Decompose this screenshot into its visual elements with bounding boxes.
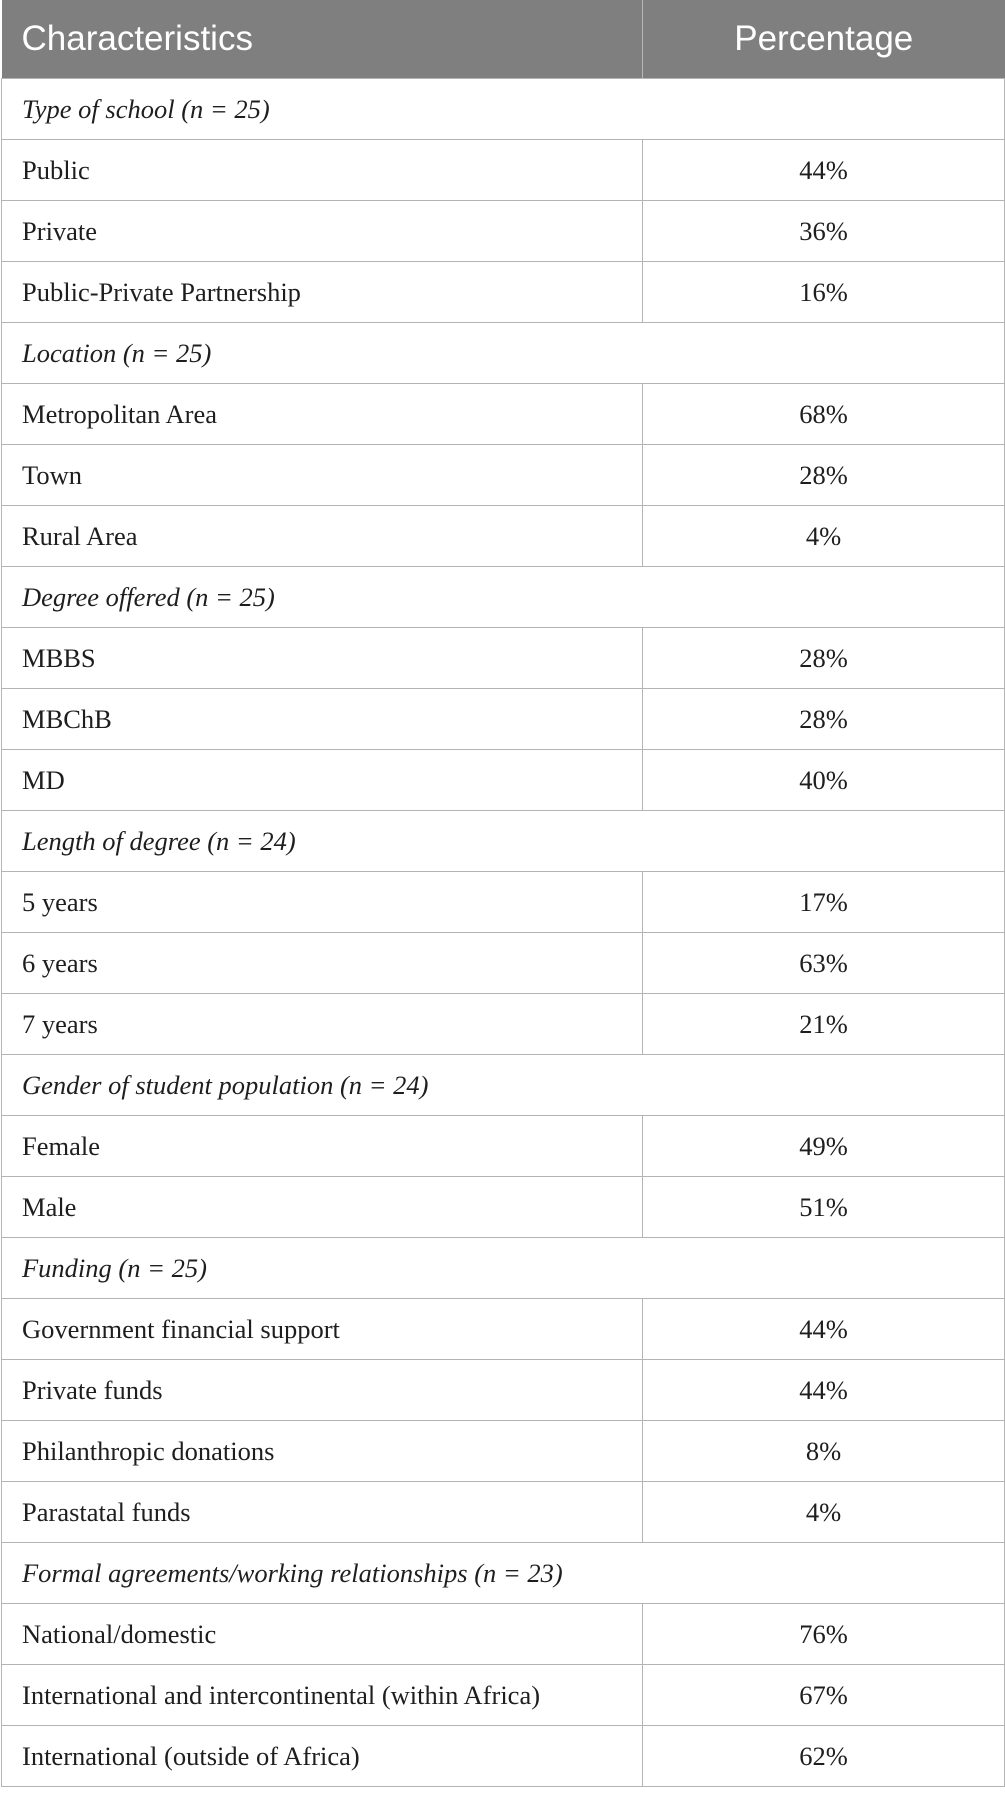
row-label: Private funds	[2, 1360, 643, 1421]
row-value: 51%	[643, 1177, 1005, 1238]
characteristics-table	[1, 0, 1005, 1787]
row-value: 4%	[643, 506, 1005, 567]
row-value: 16%	[643, 262, 1005, 323]
row-label: International and intercontinental (within Africa)	[2, 1665, 643, 1726]
row-value: 40%	[643, 750, 1005, 811]
row-value: 28%	[643, 445, 1005, 506]
section-title: Length of degree (n = 24)	[2, 811, 1005, 872]
row-label: National/domestic	[2, 1604, 643, 1665]
row-value: 4%	[643, 1482, 1005, 1543]
row-label: Metropolitan Area	[2, 384, 643, 445]
row-value: 28%	[643, 689, 1005, 750]
table-row	[2, 140, 1005, 201]
row-value: 8%	[643, 1421, 1005, 1482]
header-percentage: Percentage	[643, 0, 1005, 79]
section-title: Type of school (n = 25)	[2, 79, 1005, 140]
row-value: 68%	[643, 384, 1005, 445]
section-row	[2, 567, 1005, 628]
table-row	[2, 506, 1005, 567]
table-row	[2, 1604, 1005, 1665]
section-title: Gender of student population (n = 24)	[2, 1055, 1005, 1116]
row-label: Public	[2, 140, 643, 201]
row-label: Rural Area	[2, 506, 643, 567]
row-label: Private	[2, 201, 643, 262]
row-value: 17%	[643, 872, 1005, 933]
table-row	[2, 384, 1005, 445]
table-row	[2, 872, 1005, 933]
row-label: 7 years	[2, 994, 643, 1055]
table-row	[2, 628, 1005, 689]
table-row	[2, 1482, 1005, 1543]
table-row	[2, 1421, 1005, 1482]
table-row	[2, 1360, 1005, 1421]
section-row	[2, 79, 1005, 140]
table-row	[2, 994, 1005, 1055]
row-label: International (outside of Africa)	[2, 1726, 643, 1787]
table-row	[2, 262, 1005, 323]
table-row	[2, 445, 1005, 506]
section-row	[2, 323, 1005, 384]
header-characteristics: Characteristics	[2, 0, 643, 79]
table-row	[2, 1665, 1005, 1726]
row-label: MD	[2, 750, 643, 811]
row-label: MBChB	[2, 689, 643, 750]
table-row	[2, 933, 1005, 994]
table-row	[2, 1726, 1005, 1787]
section-row	[2, 1238, 1005, 1299]
row-label: MBBS	[2, 628, 643, 689]
table-row	[2, 750, 1005, 811]
row-value: 67%	[643, 1665, 1005, 1726]
table-row	[2, 1116, 1005, 1177]
row-label: Parastatal funds	[2, 1482, 643, 1543]
table-row	[2, 1177, 1005, 1238]
row-value: 44%	[643, 1360, 1005, 1421]
section-title: Funding (n = 25)	[2, 1238, 1005, 1299]
row-label: 6 years	[2, 933, 643, 994]
row-value: 21%	[643, 994, 1005, 1055]
row-value: 44%	[643, 140, 1005, 201]
row-label: Public-Private Partnership	[2, 262, 643, 323]
row-value: 44%	[643, 1299, 1005, 1360]
row-value: 36%	[643, 201, 1005, 262]
section-title: Formal agreements/working relationships (n = 23)	[2, 1543, 1005, 1604]
row-label: 5 years	[2, 872, 643, 933]
section-row	[2, 811, 1005, 872]
row-value: 49%	[643, 1116, 1005, 1177]
row-label: Government financial support	[2, 1299, 643, 1360]
row-label: Female	[2, 1116, 643, 1177]
table-row	[2, 1299, 1005, 1360]
table-header-row	[2, 0, 1005, 79]
section-title: Degree offered (n = 25)	[2, 567, 1005, 628]
row-value: 63%	[643, 933, 1005, 994]
row-label: Town	[2, 445, 643, 506]
row-label: Male	[2, 1177, 643, 1238]
table-row	[2, 689, 1005, 750]
table-row	[2, 201, 1005, 262]
row-value: 76%	[643, 1604, 1005, 1665]
section-row	[2, 1055, 1005, 1116]
row-value: 62%	[643, 1726, 1005, 1787]
row-label: Philanthropic donations	[2, 1421, 643, 1482]
section-row	[2, 1543, 1005, 1604]
row-value: 28%	[643, 628, 1005, 689]
section-title: Location (n = 25)	[2, 323, 1005, 384]
